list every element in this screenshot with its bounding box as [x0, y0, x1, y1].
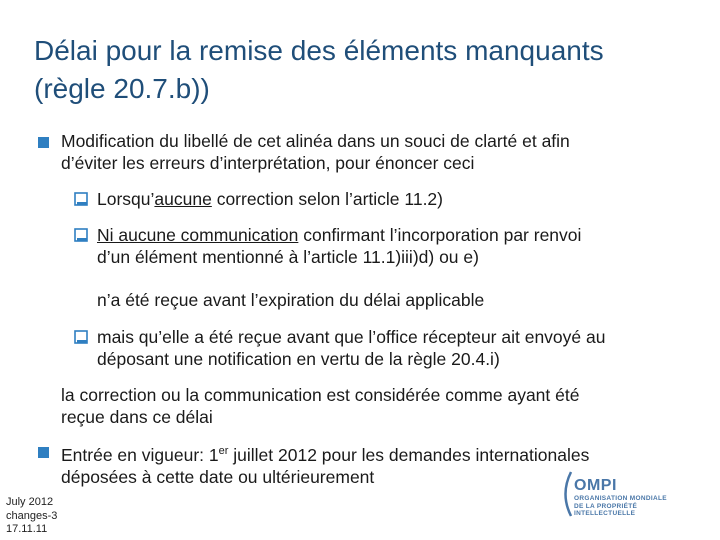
bullet-1-line-2: d’éviter les erreurs d’interprétation, pour énoncer ceci	[61, 153, 475, 173]
footer-ref: changes-3	[6, 509, 58, 522]
bullet-2-superscript: er	[218, 445, 229, 457]
sub-3-line-1: mais qu’elle a été reçue avant que l’office récepteur ait envoyé au	[97, 327, 606, 347]
ompi-logo	[558, 470, 708, 520]
bullet-2-line-2: déposées à cette date ou ultérieurement	[61, 466, 375, 487]
sub-item-mais-recue	[97, 326, 707, 370]
footer-version: 17.11.11	[6, 523, 48, 535]
logo-sub-1: ORGANISATION MONDIALE	[574, 495, 667, 502]
bullet-2-text-before: Entrée en vigueur: 1	[61, 444, 219, 465]
plain-text-correction-consideree	[61, 384, 701, 428]
checkbox-bullet-icon	[74, 192, 88, 206]
logo-sub-2: DE LA PROPRIÉTÉ	[574, 502, 638, 510]
sub-3-line-2: déposant une notification en vertu de la règle 20.4.i)	[97, 349, 500, 369]
slide-title	[34, 32, 704, 108]
logo-arc-icon	[558, 470, 574, 518]
title-line-2: (règle 20.7.b))	[34, 73, 210, 104]
sub-1-underlined: aucune	[154, 189, 212, 209]
checkbox-bullet-icon	[74, 228, 88, 242]
bullet-1-line-1: Modification du libellé de cet alinéa dans un souci de clarté et afin	[61, 131, 570, 151]
sub-item-ni-aucune-communication	[97, 224, 697, 268]
bullet-modification	[61, 130, 701, 174]
square-bullet-icon	[38, 137, 49, 148]
bullet-2-text-after: juillet 2012 pour les demandes internationales	[228, 444, 590, 465]
logo-subtitle	[574, 495, 667, 518]
sub-1-text-after: correction selon l’article 11.2)	[211, 189, 443, 209]
square-bullet-icon	[38, 447, 49, 458]
sub-2-line-2: d’un élément mentionné à l’article 11.1)iii)d) ou e)	[97, 247, 479, 267]
plain-2-line-2: reçue dans ce délai	[61, 407, 213, 427]
footer-info	[6, 496, 57, 537]
title-line-1: Délai pour la remise des éléments manquants	[34, 35, 604, 66]
sub-item-aucune-correction	[97, 188, 697, 210]
sub-2-text-after: confirmant l’incorporation par renvoi	[298, 225, 582, 245]
logo-sub-3: INTELLECTUELLE	[574, 510, 636, 517]
checkbox-bullet-icon	[74, 330, 88, 344]
footer-date: July 2012	[6, 496, 54, 508]
plain-text-non-recue: n’a été reçue avant l’expiration du délai applicable	[97, 290, 485, 310]
sub-1-text-before: Lorsqu’	[97, 189, 155, 209]
sub-2-underlined: Ni aucune communication	[97, 225, 299, 245]
logo-name: OMPI	[574, 477, 617, 494]
plain-2-line-1: la correction ou la communication est considérée comme ayant été	[61, 385, 580, 405]
